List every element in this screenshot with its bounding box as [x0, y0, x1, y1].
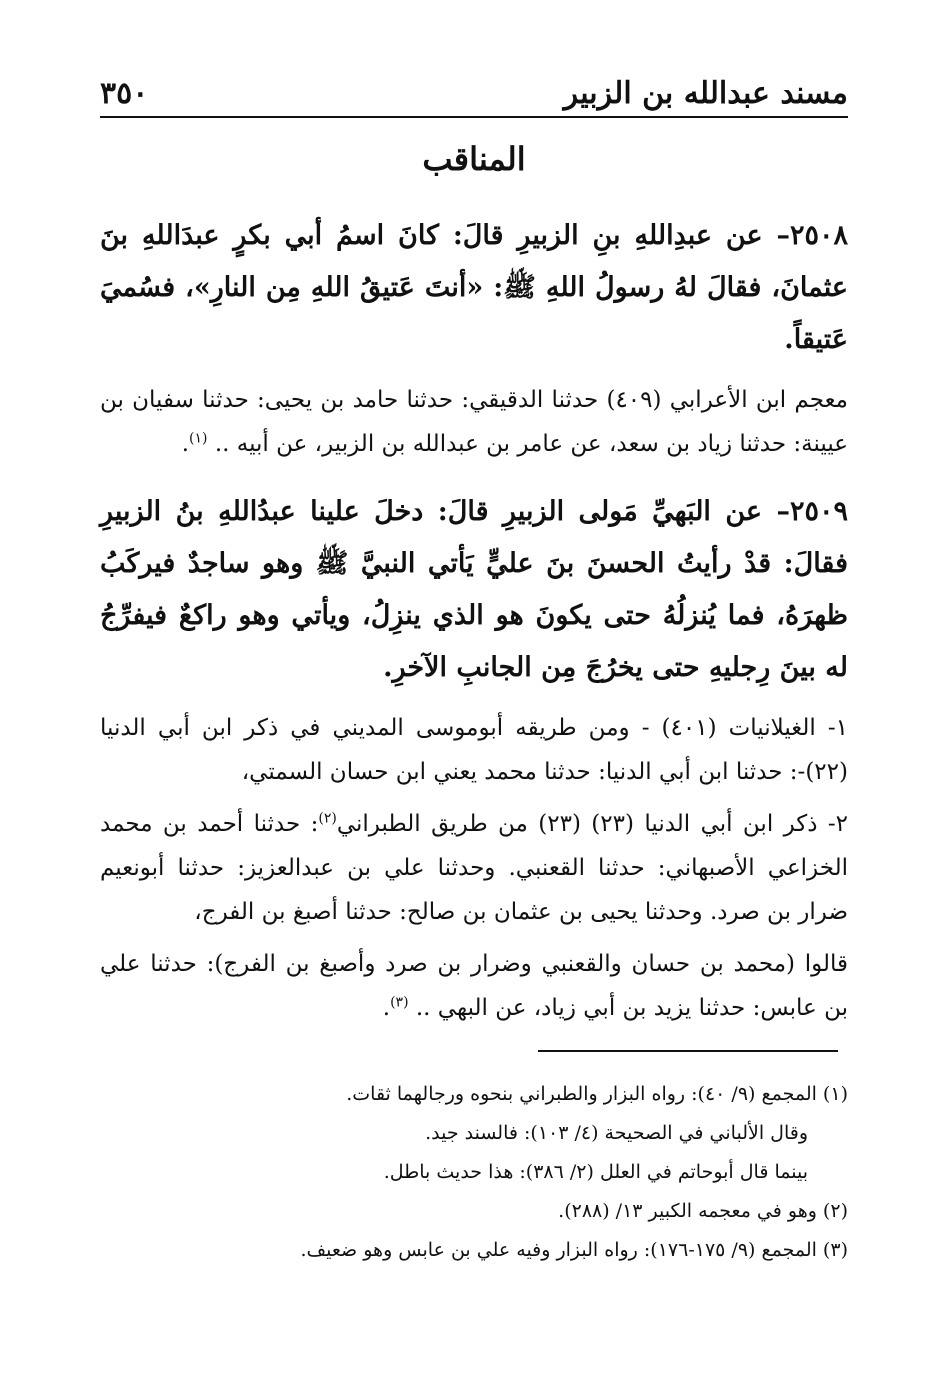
running-title: مسند عبدالله بن الزبير [563, 75, 848, 111]
page-header [100, 70, 848, 118]
hadith-text: – عن عبدِاللهِ بنِ الزبيرِ قالَ: كانَ اسمُ أبي بكرٍ عبدَاللهِ بنَ عثمانَ، فقالَ لهُ رسولُ اللهِ ﷺ: «أنتَ عَتيقُ اللهِ مِن النارِ»، فسُميَ عَتيقاً. [100, 220, 848, 355]
footnotes [100, 1075, 848, 1270]
footnote-ref: (١) [189, 430, 208, 447]
hadith-number: ٢٥٠٩ [789, 496, 848, 527]
source-text: قالوا (محمد بن حسان والقعنبي وضرار بن صرد وأصبغ بن الفرج): حدثنا علي بن عابس: حدثنا يزيد بن أبي زياد، عن البهي .. [100, 951, 848, 1021]
footnote-3: (٣) المجمع (٩/ ١٧٥-١٧٦): رواه البزار وفيه علي بن عابس وهو ضعيف. [300, 1239, 848, 1261]
source-text: ١- الغيلانيات (٤٠١) - ومن طريقه أبوموسى المديني في ذكر ابن أبي الدنيا (٢٢)-: حدثنا ابن أبي الدنيا: حدثنا محمد يعني ابن حسان السمتي، [100, 715, 848, 785]
hadith-2509 [100, 486, 848, 694]
page-number: ٣٥٠ [100, 75, 149, 111]
footnote-divider [538, 1050, 838, 1052]
footnote-1-continuation: وقال الألباني في الصحيحة (٤/ ١٠٣): فالسند جيد. [425, 1122, 808, 1144]
section-title: المناقب [422, 140, 526, 178]
source-text: معجم ابن الأعرابي (٤٠٩) حدثنا الدقيقي: حدثنا حامد بن يحيى: حدثنا سفيان بن عيينة: حدثنا زياد بن سعد، عن عامر بن عبدالله بن الزبير، عن أبيه .. [100, 387, 848, 457]
source-text: : حدثنا أحمد بن محمد الخزاعي الأصبهاني: حدثنا القعنبي. وحدثنا علي بن عبدالعزيز: حدثنا أبونعيم ضرار بن صرد. وحدثنا يحيى بن عثمان بن صالح: حدثنا أصبغ بن الفرج، [100, 811, 848, 925]
source-paragraph: معجم ابن الأعرابي (٤٠٩) حدثنا الدقيقي: حدثنا حامد بن يحيى: حدثنا سفيان بن عيينة: حدثنا زياد بن سعد، عن عامر بن عبدالله بن الزبير، عن أبيه .. $^{(١)}$. [100, 387, 848, 457]
source-paragraph [100, 706, 848, 794]
hadith-number: ٢٥٠٨ [789, 220, 848, 251]
footnote-ref: (٢) [318, 810, 337, 827]
footnote-2: (٢) وهو في معجمه الكبير ١٣/ (٢٨٨). [558, 1200, 848, 1222]
source-text: ٢- ذكر ابن أبي الدنيا (٢٣) (٢٣) من طريق الطبراني [336, 811, 849, 837]
source-paragraph: قالوا (محمد بن حسان والقعنبي وضرار بن صرد وأصبغ بن الفرج): حدثنا علي بن عابس: حدثنا يزيد بن أبي زياد، عن البهي .. $^{(٣)}$. [100, 951, 848, 1021]
source-paragraph [100, 802, 848, 934]
hadith-2508 [100, 210, 848, 366]
main-text [100, 210, 848, 1030]
footnote-1-continuation: بينما قال أبوحاتم في العلل (٢/ ٣٨٦): هذا حديث باطل. [383, 1161, 808, 1183]
footnote-ref: (٣) [390, 994, 409, 1011]
hadith-text: – عن البَهيِّ مَولى الزبيرِ قالَ: دخلَ علينا عبدُاللهِ بنُ الزبيرِ فقالَ: قدْ رأيتُ الحسنَ بنَ عليٍّ يَأتي النبيَّ ﷺ وهو ساجدٌ فيركَبُ ظهرَهُ، فما يُنزلُهُ حتى يكونَ هو الذي ينزِلُ، ويأتي وهو راكعٌ فيفرِّجُ له بينَ رِجليهِ حتى يخرُجَ مِن الجانبِ الآخرِ. [100, 496, 848, 683]
footnote-1: (١) المجمع (٩/ ٤٠): رواه البزار والطبراني بنحوه ورجالهما ثقات. [346, 1083, 848, 1105]
